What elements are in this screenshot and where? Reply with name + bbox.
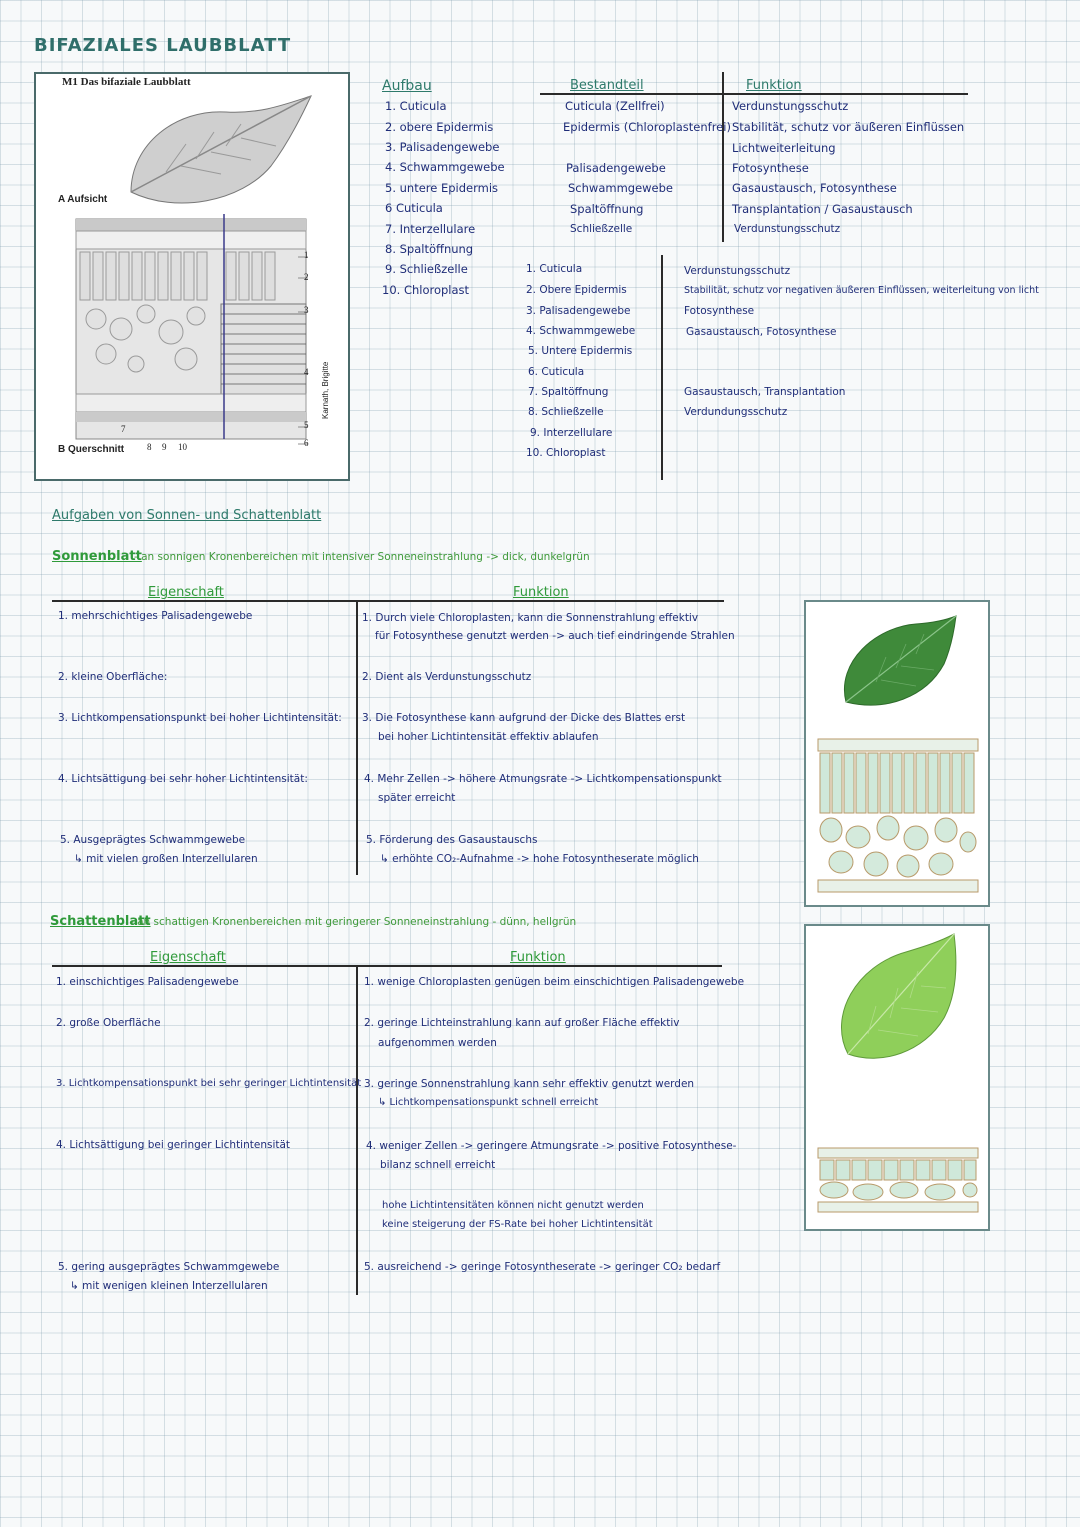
schatten-f4-line1: 4. weniger Zellen -> geringere Atmungsrate -> positive Fotosynthese- — [366, 1140, 737, 1152]
schattenblatt-description: - an schattigen Kronenbereichen mit geringerer Sonneneinstrahlung - dünn, hellgrün — [130, 916, 577, 928]
list2-function-7: Gasaustausch, Transplantation — [684, 386, 846, 398]
schatten-column-rule — [356, 965, 358, 1295]
aufbau-item-8: 8. Spaltöffnung — [385, 242, 474, 256]
list2-item-3: 3. Palisadengewebe — [526, 305, 631, 317]
schatten-f3-line1: 3. geringe Sonnenstrahlung kann sehr effektiv genutzt werden — [364, 1078, 695, 1090]
schatten-e1-line1: 1. einschichtiges Palisadengewebe — [56, 976, 239, 988]
figure-number-6: 6 — [304, 438, 309, 448]
schatten-e2-line1: 2. große Oberfläche — [56, 1017, 161, 1029]
schatten-f5-line1: 5. ausreichend -> geringe Fotosyntheserate -> geringer CO₂ bedarf — [364, 1261, 721, 1273]
sonnen-e4-line1: 4. Lichtsättigung bei sehr hoher Lichtintensität: — [58, 773, 308, 785]
list2-item-6: 6. Cuticula — [528, 366, 585, 378]
sonnen-e5-line2: ↳ mit vielen großen Interzellularen — [74, 853, 258, 865]
aufbau-item-4: 4. Schwammgewebe — [385, 160, 505, 174]
sonnen-e5-line1: 5. Ausgeprägtes Schwammgewebe — [60, 834, 246, 846]
sun-leaf-illustration — [806, 602, 988, 905]
sonnenblatt-title: Sonnenblatt — [52, 549, 142, 564]
list2-item-2: 2. Obere Epidermis — [526, 284, 627, 296]
figure-number-3: 3 — [304, 305, 309, 315]
aufbau-item-6: 6 Cuticula — [385, 201, 443, 215]
figure-number-8: 8 — [147, 442, 152, 452]
figure-caption: M1 Das bifaziale Laubblatt — [62, 76, 191, 88]
figure-number-4: 4 — [304, 367, 309, 377]
schatten-f2-line1: 2. geringe Lichteinstrahlung kann auf großer Fläche effektiv — [364, 1017, 680, 1029]
shade-leaf-illustration — [806, 926, 988, 1229]
list2-item-9: 9. Interzellulare — [530, 427, 613, 439]
sonnen-header-rule — [52, 600, 724, 602]
bestandteil-heading: Bestandteil — [570, 78, 644, 93]
funktion-top-item-6: Transplantation / Gasaustausch — [732, 202, 913, 216]
bestandteil-item-1: Cuticula (Zellfrei) — [565, 99, 665, 113]
list2-item-10: 10. Chloroplast — [526, 447, 606, 459]
funktion-heading: Funktion — [746, 78, 802, 93]
figure-number-9: 9 — [162, 442, 167, 452]
schatten-e3-line1: 3. Lichtkompensationspunkt bei sehr geringer Lichtintensität — [56, 1078, 362, 1089]
bestandteil-item-5: Schwammgewebe — [568, 181, 673, 195]
list2-item-1: 1. Cuticula — [526, 263, 583, 275]
list2-function-2: Stabilität, schutz vor negativen äußeren Einflüssen, weiterleitung von licht — [684, 285, 1039, 296]
list2-function-1: Verdunstungsschutz — [684, 265, 791, 277]
schatten-e4-line1: 4. Lichtsättigung bei geringer Lichtintensität — [56, 1139, 291, 1151]
list2-item-5: 5. Untere Epidermis — [528, 345, 633, 357]
schatten-f4-line2: bilanz schnell erreicht — [380, 1159, 496, 1171]
figure-number-10: 10 — [178, 442, 187, 452]
sonnen-e2-line1: 2. kleine Oberfläche: — [58, 671, 168, 683]
list2-function-8: Verdundungsschutz — [684, 406, 788, 418]
table-header-rule — [540, 93, 968, 95]
schatten-col-funktion: Funktion — [510, 950, 566, 965]
sonnen-f3-line1: 3. Die Fotosynthese kann aufgrund der Dicke des Blattes erst — [362, 712, 686, 724]
funktion-top-item-7: Verdunstungsschutz — [734, 223, 841, 235]
sonnen-f4-line1: 4. Mehr Zellen -> höhere Atmungsrate -> Lichtkompensationspunkt — [364, 773, 722, 785]
funktion-top-item-2: Stabilität, schutz vor äußeren Einflüssen — [732, 120, 965, 134]
sonnen-f1-line1: 1. Durch viele Chloroplasten, kann die Sonnenstrahlung effektiv — [362, 612, 699, 624]
funktion-top-item-5: Gasaustausch, Fotosynthese — [732, 181, 897, 195]
bestandteil-item-4: Palisadengewebe — [566, 161, 666, 175]
aufbau-item-1: 1. Cuticula — [385, 99, 447, 113]
sonnen-f2-line1: 2. Dient als Verdunstungsschutz — [362, 671, 532, 683]
list2-function-4: Gasaustausch, Fotosynthese — [686, 326, 837, 338]
list2-item-4: 4. Schwammgewebe — [526, 325, 636, 337]
schattenblatt-title: Schattenblatt — [50, 914, 151, 929]
sonnen-col-funktion: Funktion — [513, 585, 569, 600]
sonnen-column-rule — [356, 600, 358, 875]
leaf-illustration — [36, 74, 348, 479]
figure-bottom-label: B Querschnitt — [58, 444, 125, 455]
list2-item-8: 8. Schließzelle — [528, 406, 604, 418]
bestandteil-item-7: Schließzelle — [570, 223, 633, 235]
sonnen-f5-line2: ↳ erhöhte CO₂-Aufnahme -> hohe Fotosyntheserate möglich — [380, 853, 699, 865]
sonnen-col-eigenschaft: Eigenschaft — [148, 585, 224, 600]
aufbau-item-2: 2. obere Epidermis — [385, 120, 494, 134]
sonnen-e3-line1: 3. Lichtkompensationspunkt bei hoher Lichtintensität: — [58, 712, 342, 724]
aufbau-item-10: 10. Chloroplast — [382, 283, 470, 297]
list2-column-rule — [661, 255, 663, 480]
sonnenblatt-description: - an sonnigen Kronenbereichen mit intensiver Sonneneinstrahlung -> dick, dunkelgrün — [134, 551, 590, 563]
funktion-top-item-4: Fotosynthese — [732, 161, 809, 175]
schatten-col-eigenschaft: Eigenschaft — [150, 950, 226, 965]
figure-number-1: 1 — [304, 250, 309, 260]
table-column-rule — [722, 72, 724, 242]
bestandteil-item-6: Spaltöffnung — [570, 202, 644, 216]
aufbau-item-5: 5. untere Epidermis — [385, 181, 499, 195]
schatten-f1-line1: 1. wenige Chloroplasten genügen beim einschichtigen Palisadengewebe — [364, 976, 745, 988]
figure-number-2: 2 — [304, 272, 309, 282]
sonnen-f1-line2: für Fotosynthese genutzt werden -> auch tief eindringende Strahlen — [375, 630, 735, 642]
shade-leaf-image — [804, 924, 990, 1231]
sonnen-f3-line2: bei hoher Lichtintensität effektiv ablaufen — [378, 731, 599, 743]
schatten-f2-line2: aufgenommen werden — [378, 1037, 497, 1049]
schatten-note-line2: keine steigerung der FS-Rate bei hoher Lichtintensität — [382, 1219, 653, 1230]
list2-item-7: 7. Spaltöffnung — [528, 386, 609, 398]
figure-top-label: A Aufsicht — [58, 194, 108, 205]
leaf-figure — [34, 72, 350, 481]
sun-leaf-image — [804, 600, 990, 907]
figure-number-5: 5 — [304, 420, 309, 430]
list2-function-3: Fotosynthese — [684, 305, 755, 317]
section-heading: Aufgaben von Sonnen- und Schattenblatt — [52, 508, 322, 523]
schatten-e5-line1: 5. gering ausgeprägtes Schwammgewebe — [58, 1261, 280, 1273]
schatten-e5-line2: ↳ mit wenigen kleinen Interzellularen — [70, 1280, 268, 1292]
figure-number-7: 7 — [121, 424, 126, 434]
sonnen-e1-line1: 1. mehrschichtiges Palisadengewebe — [58, 610, 253, 622]
schatten-f3-line2: ↳ Lichtkompensationspunkt schnell erreicht — [378, 1097, 599, 1108]
page-title: BIFAZIALES LAUBBLATT — [34, 35, 292, 56]
sonnen-f5-line1: 5. Förderung des Gasaustauschs — [366, 834, 538, 846]
funktion-top-item-3: Lichtweiterleitung — [732, 141, 836, 155]
figure-credit: Karnath, Brigitte — [321, 361, 330, 419]
schatten-header-rule — [52, 965, 722, 967]
sonnen-f4-line2: später erreicht — [378, 792, 456, 804]
aufbau-item-3: 3. Palisadengewebe — [385, 140, 500, 154]
aufbau-item-9: 9. Schließzelle — [385, 262, 468, 276]
aufbau-heading: Aufbau — [382, 78, 432, 94]
aufbau-item-7: 7. Interzellulare — [385, 222, 476, 236]
bestandteil-item-2: Epidermis (Chloroplastenfrei) — [563, 120, 731, 134]
schatten-note-line1: hohe Lichtintensitäten können nicht genutzt werden — [382, 1200, 644, 1211]
funktion-top-item-1: Verdunstungsschutz — [732, 99, 849, 113]
